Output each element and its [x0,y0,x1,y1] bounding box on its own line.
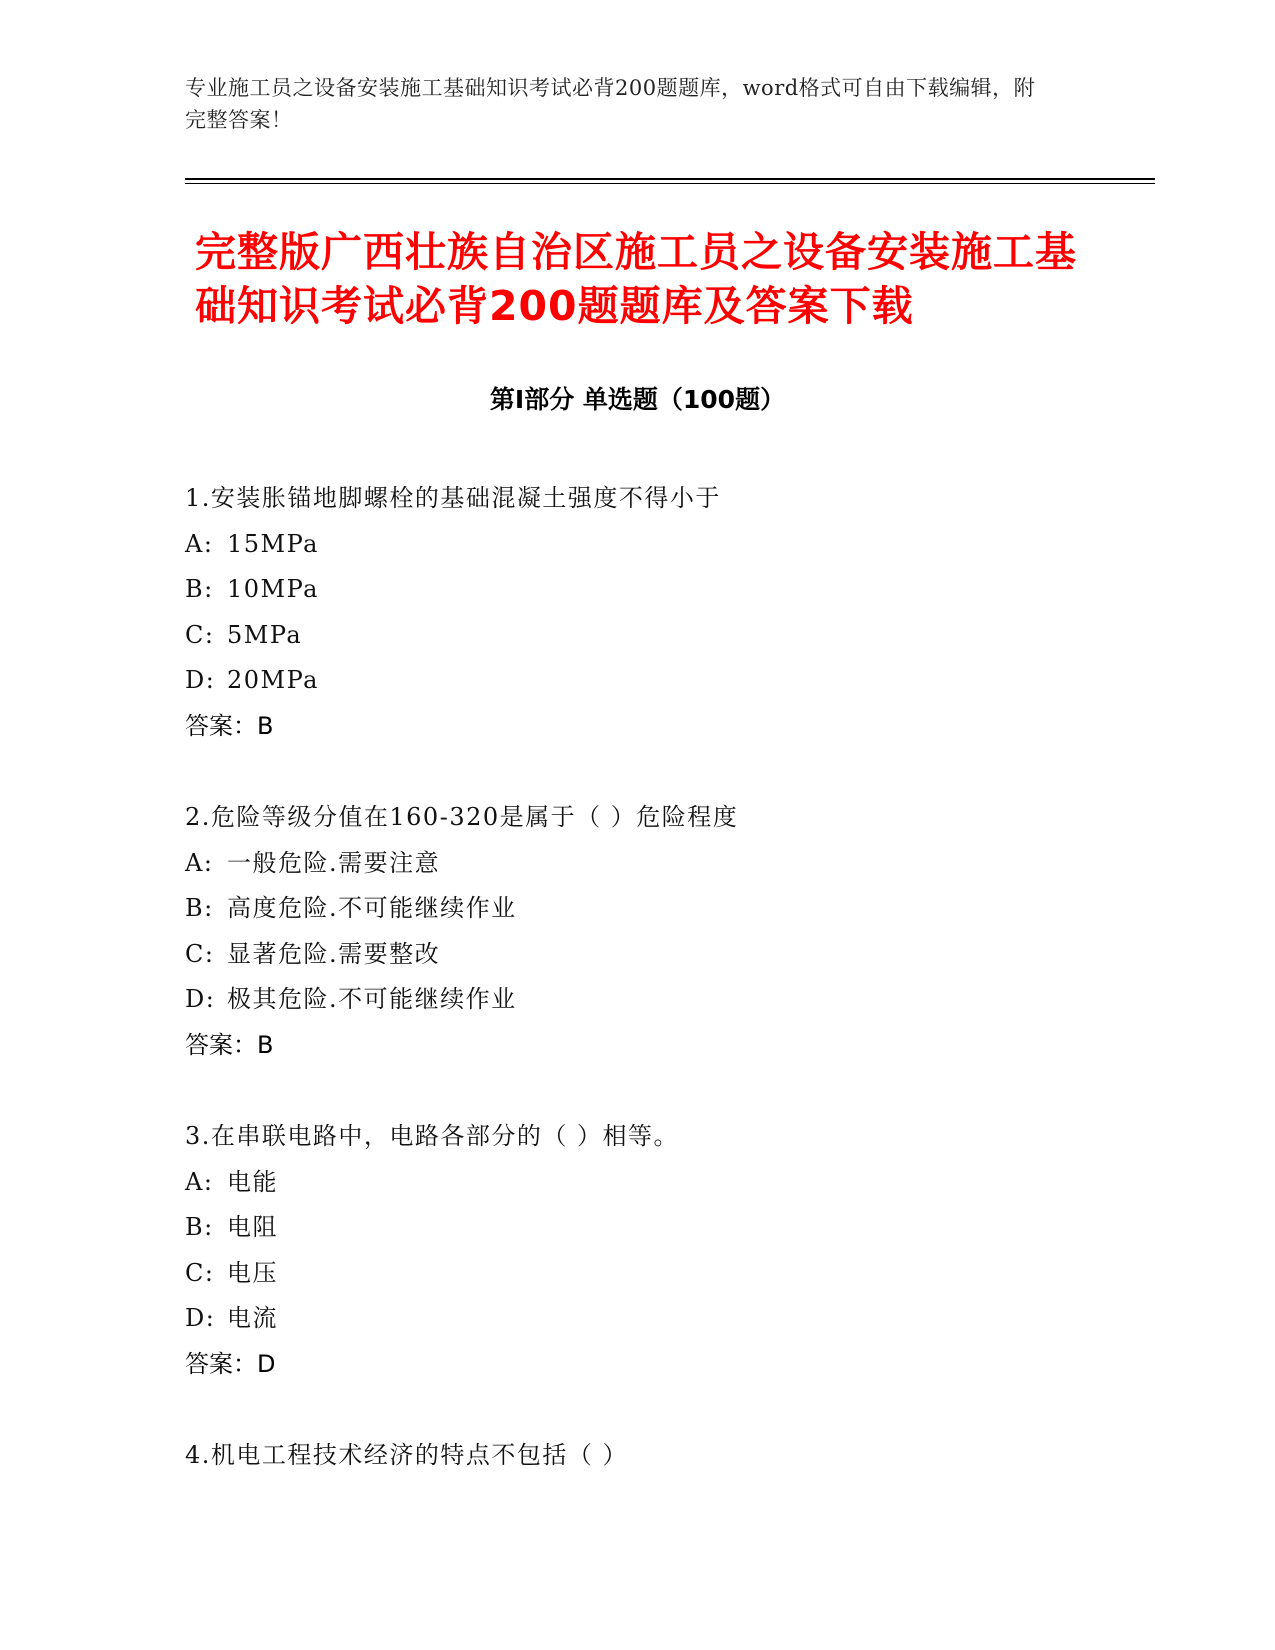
option-text: 20MPa [227,666,319,694]
option-d [185,658,1085,704]
option-d [185,977,1085,1023]
option-a [185,522,1085,568]
option-text: 显著危险.需要整改 [227,939,441,968]
answer-line: 答案：B [185,1030,274,1059]
option-text: 一般危险.需要注意 [227,848,441,877]
option-text: 10MPa [227,575,319,603]
option-c [185,932,1085,978]
question-2 [185,795,1085,1068]
option-letter: D: [185,666,216,694]
question-4 [185,1433,1085,1479]
option-a [185,1160,1085,1206]
option-letter: B: [185,894,214,922]
option-text: 电能 [227,1167,278,1196]
option-letter: C: [185,939,215,968]
answer-line: 答案：D [185,1349,276,1378]
option-letter: C: [185,620,215,649]
question-3 [185,1114,1085,1387]
option-text: 高度危险.不可能继续作业 [227,894,517,922]
option-text: 15MPa [227,529,319,558]
option-letter: B: [185,1213,214,1241]
option-b [185,1205,1085,1251]
option-c [185,1251,1085,1297]
option-text: 电流 [227,1304,278,1332]
header-divider [185,178,1155,184]
option-c [185,613,1085,659]
option-letter: A: [185,848,214,877]
option-text: 电压 [227,1258,278,1287]
document-title: 完整版广西壮族自治区施工员之设备安装施工基础知识考试必背200题题库及答案下载 [195,228,1077,330]
option-letter: B: [185,575,214,603]
option-letter: D: [185,1304,216,1332]
header-note: 专业施工员之设备安装施工基础知识考试必背200题题库，word格式可自由下载编辑，附完整答案！ [185,76,1036,132]
option-letter: D: [185,985,216,1013]
option-letter: C: [185,1258,215,1287]
question-list [185,476,1085,1525]
question-stem: 2.危险等级分值在160-320是属于（ ）危险程度 [185,803,739,831]
question-stem: 4.机电工程技术经济的特点不包括（ ） [185,1441,629,1469]
section-heading: 第Ⅰ部分 单选题（100题） [489,385,786,414]
option-d [185,1296,1085,1342]
option-letter: A: [185,1167,214,1196]
option-text: 极其危险.不可能继续作业 [227,985,517,1013]
option-text: 电阻 [227,1213,278,1241]
option-letter: A: [185,529,214,558]
option-b [185,886,1085,932]
option-text: 5MPa [227,620,303,649]
answer-line: 答案：B [185,711,274,740]
question-stem: 1.安装胀锚地脚螺栓的基础混凝土强度不得小于 [185,484,721,512]
question-stem: 3.在串联电路中，电路各部分的（ ）相等。 [185,1122,680,1150]
option-a [185,841,1085,887]
option-b [185,567,1085,613]
question-1 [185,476,1085,749]
